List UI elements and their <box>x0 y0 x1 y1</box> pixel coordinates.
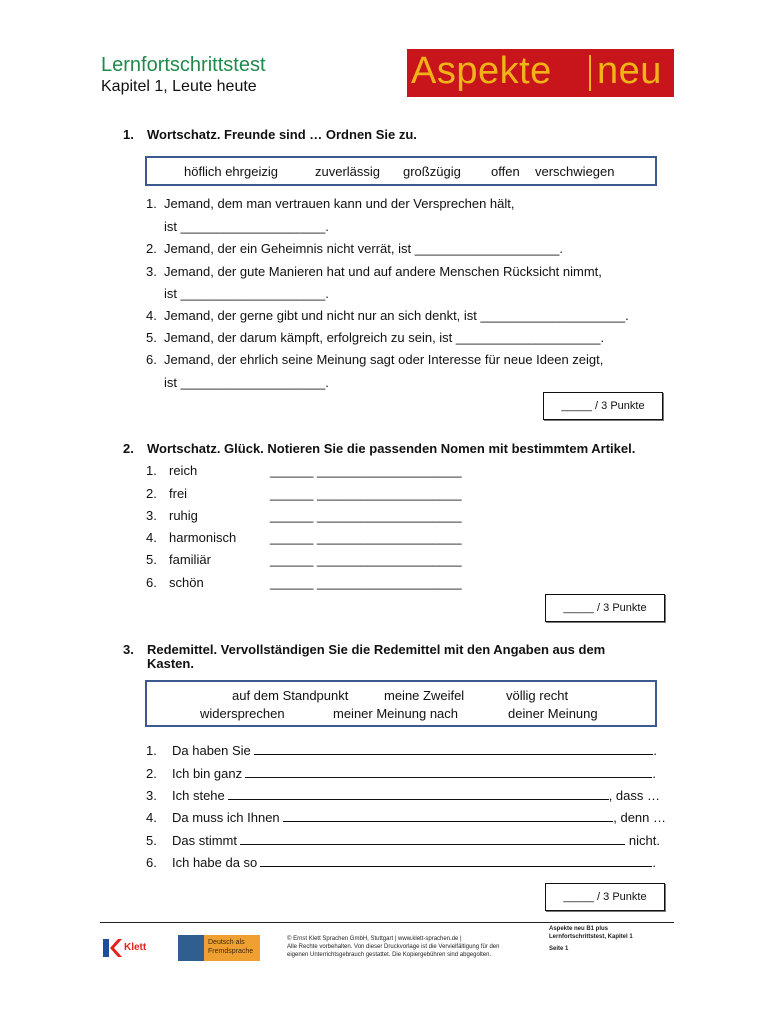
footer-divider <box>100 922 674 923</box>
item-number: 3. <box>146 788 157 803</box>
section1-heading-text: Wortschatz. Freunde sind … Ordnen Sie zu. <box>147 127 417 142</box>
item-word: schön <box>169 575 204 590</box>
daf-logo-text <box>208 938 253 956</box>
item-number: 1. <box>146 743 157 758</box>
item-row <box>172 810 666 825</box>
box-word: offen <box>491 164 520 179</box>
daf-logo <box>178 935 260 961</box>
answer-blank <box>228 788 609 800</box>
item-blank: ______ ____________________ <box>270 508 462 523</box>
item-text: ist ____________________. <box>164 219 329 234</box>
item-text: Ich bin ganz <box>172 766 243 781</box>
item-blank: ______ ____________________ <box>270 575 462 590</box>
section2-number: 2. <box>123 441 134 456</box>
item-row <box>172 833 660 848</box>
copyright-notice <box>287 935 533 959</box>
daf-line1: Deutsch als <box>208 939 245 946</box>
box-word: verschwiegen <box>535 164 615 179</box>
box-word: völlig recht <box>506 688 569 703</box>
item-number: 5. <box>146 833 157 848</box>
box-word: zuverlässig <box>315 164 381 179</box>
page-title: Lernfortschrittstest <box>101 54 266 76</box>
box-word: widersprechen <box>200 706 285 721</box>
item-word: harmonisch <box>169 530 237 545</box>
item-number: 6. <box>146 575 157 590</box>
klett-logo <box>100 935 152 961</box>
section2-score-box: _____ / 3 Punkte <box>545 594 665 622</box>
item-number: 2. <box>146 486 157 501</box>
section3-heading-line2: Kasten. <box>147 656 194 671</box>
item-number: 2. <box>146 241 157 256</box>
meta-test: Lernfortschrittstest, Kapitel 1 <box>549 934 633 940</box>
item-text: Ich stehe <box>172 788 225 803</box>
item-row <box>172 855 656 870</box>
section3-score-box: _____ / 3 Punkte <box>545 883 665 911</box>
logo-text-right: neu <box>597 50 662 92</box>
item-number: 6. <box>146 352 157 367</box>
item-end: nicht. <box>625 833 660 848</box>
item-number: 4. <box>146 810 157 825</box>
logo-text-left: Aspekte <box>411 50 552 92</box>
item-row <box>172 788 660 803</box>
item-end: . <box>652 766 656 781</box>
box-word: meine Zweifel <box>384 688 465 703</box>
item-blank: ______ ____________________ <box>270 552 462 567</box>
item-end: . <box>652 855 656 870</box>
section1-score-box: _____ / 3 Punkte <box>543 392 663 420</box>
answer-blank <box>283 810 614 822</box>
item-number: 4. <box>146 308 157 323</box>
footer-meta <box>549 925 669 953</box>
item-number: 5. <box>146 552 157 567</box>
copyright-line2: Alle Rechte vorbehalten. Von dieser Druckvorlage ist die Vervielfältigung für den <box>287 944 500 950</box>
item-number: 3. <box>146 264 157 279</box>
item-text: ist ____________________. <box>164 375 329 390</box>
item-number: 4. <box>146 530 157 545</box>
page-subtitle: Kapitel 1, Leute heute <box>101 78 257 95</box>
section3-number: 3. <box>123 642 134 657</box>
item-word: frei <box>169 486 188 501</box>
section3-heading-line1: Redemittel. Vervollständigen Sie die Redemittel mit den Angaben aus dem <box>147 642 606 657</box>
item-number: 5. <box>146 330 157 345</box>
copyright-line1: © Ernst Klett Sprachen GmbH, Stuttgart | www.klett-sprachen.de | <box>287 936 462 942</box>
box-word: höflich ehrgeizig <box>184 164 278 179</box>
item-word: ruhig <box>169 508 198 523</box>
item-text: Jemand, dem man vertrauen kann und der Versprechen hält, <box>164 196 515 211</box>
section3-word-box <box>145 680 657 727</box>
meta-book: Aspekte neu B1 plus <box>549 926 609 932</box>
item-end: . <box>653 743 657 758</box>
answer-blank <box>240 833 625 845</box>
item-number: 1. <box>146 463 157 478</box>
answer-blank <box>254 743 654 755</box>
answer-blank <box>260 855 652 867</box>
item-number: 6. <box>146 855 157 870</box>
item-end: , denn … <box>613 810 666 825</box>
item-text: Das stimmt <box>172 833 237 848</box>
item-end: , dass … <box>608 788 660 803</box>
item-word: reich <box>169 463 198 478</box>
aspekte-neu-logo <box>407 49 674 97</box>
item-blank: ______ ____________________ <box>270 486 462 501</box>
item-text: Da muss ich Ihnen <box>172 810 280 825</box>
meta-page: Seite 1 <box>549 946 569 952</box>
item-blank: ______ ____________________ <box>270 463 462 478</box>
daf-line2: Fremdsprache <box>208 948 254 955</box>
box-word: meiner Meinung nach <box>333 706 459 721</box>
item-row <box>172 743 657 758</box>
copyright-line3: eigenen Unterrichtsgebrauch gestattet. Die Kopiergebühren sind abgegolten. <box>287 952 492 958</box>
item-text: Jemand, der gute Manieren hat und auf andere Menschen Rücksicht nimmt, <box>164 264 602 279</box>
item-text: ist ____________________. <box>164 286 329 301</box>
box-word: auf dem Standpunkt <box>232 688 349 703</box>
item-text: Jemand, der ehrlich seine Meinung sagt oder Interesse für neue Ideen zeigt, <box>164 352 604 367</box>
item-number: 2. <box>146 766 157 781</box>
section1-number: 1. <box>123 127 134 142</box>
item-word: familiär <box>169 552 211 567</box>
item-text: Jemand, der ein Geheimnis nicht verrät, ist ____________________. <box>164 241 563 256</box>
item-text: Ich habe da so <box>172 855 258 870</box>
item-number: 1. <box>146 196 157 211</box>
klett-logo-text: Klett <box>124 942 147 953</box>
item-text: Da haben Sie <box>172 743 251 758</box>
box-word: deiner Meinung <box>508 706 598 721</box>
answer-blank <box>245 766 652 778</box>
item-blank: ______ ____________________ <box>270 530 462 545</box>
section1-word-box <box>145 156 657 186</box>
section2-heading-text: Wortschatz. Glück. Notieren Sie die passenden Nomen mit bestimmtem Artikel. <box>147 441 636 456</box>
box-word: großzügig <box>403 164 461 179</box>
item-number: 3. <box>146 508 157 523</box>
logo-divider <box>589 55 591 91</box>
item-row <box>172 766 656 781</box>
item-text: Jemand, der darum kämpft, erfolgreich zu sein, ist ____________________. <box>164 330 605 345</box>
item-text: Jemand, der gerne gibt und nicht nur an sich denkt, ist ____________________. <box>164 308 629 323</box>
